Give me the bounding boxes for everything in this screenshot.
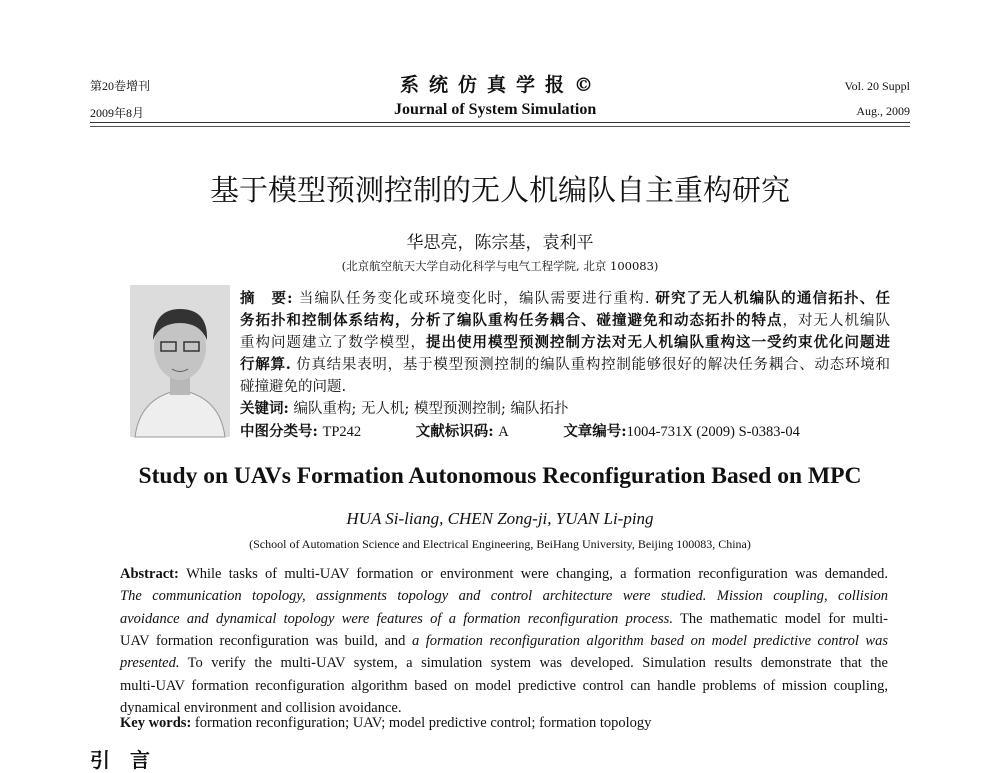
abstract-segment: 行解算. — [240, 356, 291, 373]
abstract-segment: multi-UAV formation reconfiguration algorithm based on model predictive control can handle problems of mission coupling, — [120, 677, 888, 694]
author-photo — [130, 285, 230, 437]
abstract-segment: dynamical environment and collision avoidance. — [120, 699, 402, 716]
abstract-segment: presented. — [120, 655, 180, 672]
clc-value: TP242 — [322, 424, 362, 440]
abstract-segment: While tasks of multi-UAV formation or environment were changing, a formation reconfiguration was demanded. — [186, 566, 888, 582]
header-rule-2 — [90, 126, 910, 127]
doc-code-value: A — [498, 424, 509, 440]
abstract-segment: 摘 要: — [240, 290, 299, 307]
classification-row — [240, 420, 800, 441]
abstract-line — [240, 331, 890, 352]
abstract-segment: 当编队任务变化或环境变化时，编队需要进行重构. — [298, 291, 656, 307]
volume-cn: 第20卷增刊 — [90, 79, 151, 93]
abstract-segment: 碰撞避免的问题. — [240, 379, 347, 395]
keywords-value-en: formation reconfiguration; UAV; model predictive control; formation topology — [194, 715, 652, 731]
abstract-line — [120, 588, 888, 605]
title-cn: 基于模型预测控制的无人机编队自主重构研究 — [209, 173, 790, 207]
abstract-line — [120, 678, 888, 695]
keywords-cn — [240, 397, 568, 418]
abstract-segment: The communication topology, assignments topology and control architecture were studied. Mission coupling, collision — [120, 588, 888, 605]
abstract-line — [120, 633, 888, 650]
title-en: Study on UAVs Formation Autonomous Reconfiguration Based on MPC — [138, 463, 862, 489]
affiliation-en: (School of Automation Science and Electrical Engineering, BeiHang University, Beijing 100083, China) — [249, 537, 751, 551]
abstract-line — [240, 353, 890, 374]
abstract-line — [120, 655, 888, 672]
abstract-segment: 重构问题建立了数学模型， — [240, 335, 426, 351]
keywords-en — [120, 715, 651, 732]
journal-name-en: Journal of System Simulation — [394, 101, 597, 118]
abstract-segment: 务拓扑和控制体系结构，分析了编队重构任务耦合、碰撞避免和动态拓扑的特点 — [240, 312, 783, 329]
abstract-line — [120, 566, 888, 583]
authors-en: HUA Si-liang, CHEN Zong-ji, YUAN Li-ping — [346, 509, 654, 528]
journal-name-cn: 系统仿真学报© — [400, 74, 604, 96]
abstract-segment: To verify the multi-UAV system, a simulation system was developed. Simulation results demonstrate that the — [179, 655, 888, 672]
abstract-segment: Abstract: — [120, 566, 187, 582]
abstract-segment: a formation reconfiguration algorithm based on model predictive control was — [411, 632, 888, 649]
intro-heading: 引 言 — [90, 748, 150, 772]
header-rule — [90, 122, 910, 123]
abstract-line — [240, 375, 890, 396]
abstract-line — [120, 611, 888, 628]
abstract-line — [240, 287, 890, 308]
article-no-label: 文章编号: — [563, 423, 627, 440]
abstract-segment: 研究了无人机编队的通信拓扑、任 — [655, 290, 891, 307]
volume-en: Vol. 20 Suppl — [844, 79, 910, 93]
keywords-value-cn: 编队重构; 无人机; 模型预测控制; 编队拓扑 — [293, 401, 569, 417]
doc-code-label: 文献标识码: — [415, 423, 494, 440]
affiliation-cn: (北京航空航天大学自动化科学与电气工程学院, 北京 100083) — [341, 259, 659, 273]
abstract-segment: ，对无人机编队 — [782, 313, 890, 329]
date-cn: 2009年8月 — [90, 106, 145, 120]
portrait-image — [130, 285, 230, 437]
abstract-segment: 仿真结果表明，基于模型预测控制的编队重构控制能够很好的解决任务耦合、动态环境和 — [290, 357, 890, 373]
abstract-segment: UAV formation reconfiguration was build, and — [120, 632, 412, 649]
authors-cn: 华思亮，陈宗基，袁利平 — [406, 233, 594, 253]
abstract-segment: avoidance and dynamical topology were features of a formation reconfiguration process. — [120, 610, 673, 627]
article-no-value: 1004-731X (2009) S-0383-04 — [626, 424, 800, 440]
keywords-label-cn: 关键词: — [240, 400, 289, 417]
abstract-segment: The mathematic model for multi- — [672, 610, 889, 627]
abstract-segment: 提出使用模型预测控制方法对无人机编队重构这一受约束优化问题进 — [426, 334, 890, 351]
date-en: Aug., 2009 — [856, 104, 910, 118]
abstract-line — [240, 309, 890, 330]
keywords-label-en: Key words: — [120, 715, 192, 731]
clc-label: 中图分类号: — [240, 423, 318, 440]
